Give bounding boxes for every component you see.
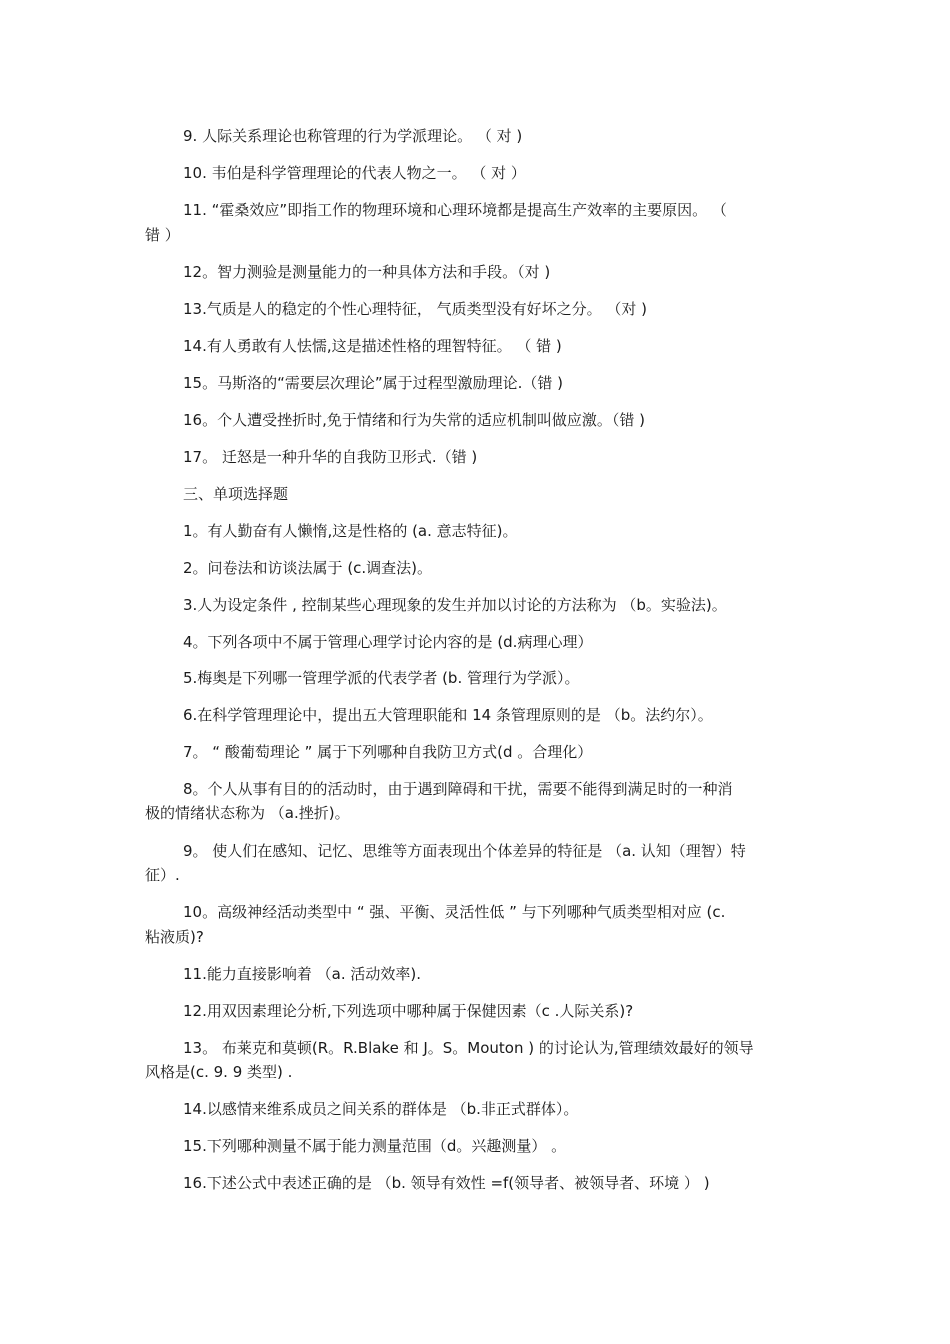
question-2: 2。问卷法和访谈法属于 (c.调查法)。 <box>183 559 433 577</box>
question-10-cont: 粘液质)? <box>145 928 204 946</box>
question-15: 15.下列哪种测量不属于能力测量范围（d。兴趣测量） 。 <box>183 1137 567 1155</box>
question-5: 5.梅奥是下列哪一管理学派的代表学者 (b. 管理行为学派）。 <box>183 669 580 687</box>
question-8: 8。个人从事有目的的活动时，由于遇到障碍和干扰，需要不能得到满足时的一种消 <box>183 780 733 798</box>
question-9: 9。 使人们在感知、记忆、思维等方面表现出个体差异的特征是 （a. 认知（理智）特 <box>183 842 746 860</box>
question-13: 13。 布莱克和莫顿(R。R.Blake 和 J。S。Mouton ) 的讨论认为,管理绩效最好的领导 <box>183 1039 754 1057</box>
question-16: 16.下述公式中表述正确的是 （b. 领导有效性 =f(领导者、被领导者、环境 ） ) <box>183 1174 710 1192</box>
statement-17: 17。 迁怒是一种升华的自我防卫形式.（错 ) <box>183 448 478 466</box>
question-1: 1。有人勤奋有人懒惰,这是性格的 (a. 意志特征)。 <box>183 522 518 540</box>
question-8-cont: 极的情绪状态称为 （a.挫折)。 <box>145 804 350 822</box>
question-11: 11.能力直接影响着 （a. 活动效率). <box>183 965 421 983</box>
question-13-cont: 风格是(c. 9. 9 类型) . <box>145 1063 293 1081</box>
question-7: 7。 “ 酸葡萄理论 ” 属于下列哪种自我防卫方式(d 。合理化） <box>183 743 593 761</box>
question-10: 10。高级神经活动类型中 “ 强、平衡、灵活性低 ” 与下列哪种气质类型相对应 (c. <box>183 903 726 921</box>
question-12: 12.用双因素理论分析,下列选项中哪种属于保健因素（c .人际关系)? <box>183 1002 634 1020</box>
statement-15: 15。马斯洛的“需要层次理论”属于过程型激励理论.（错 ) <box>183 374 564 392</box>
question-9-cont: 征）. <box>145 866 180 884</box>
statement-10: 10. 韦伯是科学管理理论的代表人物之一。 （ 对 ） <box>183 164 526 182</box>
question-6: 6.在科学管理理论中，提出五大管理职能和 14 条管理原则的是 （b。法约尔）。 <box>183 706 713 724</box>
section-heading: 三、单项选择题 <box>183 485 289 503</box>
statement-14: 14.有人勇敢有人怯懦,这是描述性格的理智特征。 （ 错 ) <box>183 337 562 355</box>
question-14: 14.以感情来维系成员之间关系的群体是 （b.非正式群体）。 <box>183 1100 579 1118</box>
statement-11: 11. “霍桑效应”即指工作的物理环境和心理环境都是提高生产效率的主要原因。 （ <box>183 201 727 219</box>
question-4: 4。下列各项中不属于管理心理学讨论内容的是 (d.病理心理） <box>183 633 593 651</box>
statement-11-cont: 错 ） <box>145 226 180 244</box>
statement-12: 12。智力测验是测量能力的一种具体方法和手段。（对 ) <box>183 263 551 281</box>
question-3: 3.人为设定条件 , 控制某些心理现象的发生并加以讨论的方法称为 （b。实验法)。 <box>183 596 727 614</box>
statement-16: 16。个人遭受挫折时,免于情绪和行为失常的适应机制叫做应激。（错 ) <box>183 411 645 429</box>
statement-13: 13.气质是人的稳定的个性心理特征， 气质类型没有好坏之分。 （对 ) <box>183 300 648 318</box>
statement-9: 9. 人际关系理论也称管理的行为学派理论。 （ 对 ) <box>183 127 523 145</box>
